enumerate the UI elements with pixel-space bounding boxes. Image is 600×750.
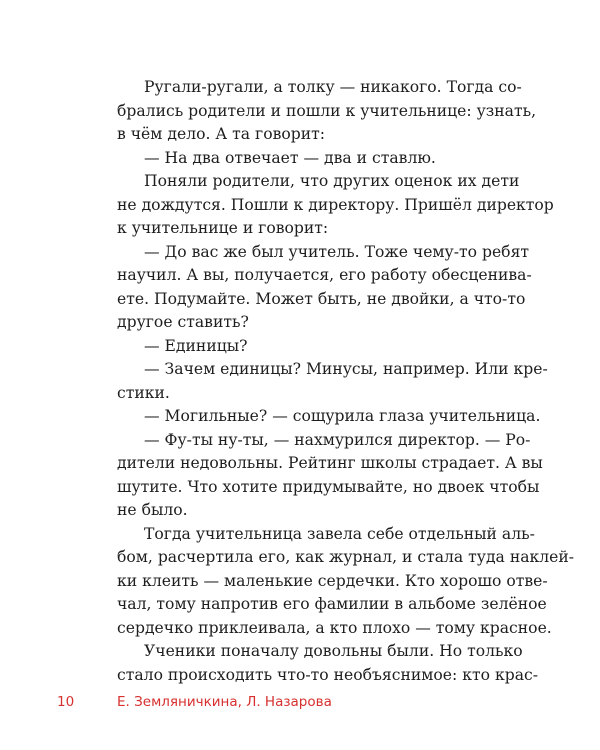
text-line: шутите. Что хотите придумывайте, но двоек чтобы	[117, 477, 540, 496]
text-line: научил. А вы, получается, его работу обесценива-	[117, 266, 532, 284]
text-line: Поняли родители, что других оценок их дети	[144, 172, 520, 190]
text-line: ете. Подумайте. Может быть, не двойки, а что-то	[117, 289, 526, 308]
author-names: Е. Земляничкина, Л. Назарова	[117, 694, 332, 710]
text-line: стики.	[117, 383, 170, 402]
text-line: бом, расчертила его, как журнал, и стала туда наклей-	[117, 548, 575, 566]
text-line: — До вас же был учитель. Тоже чему-то ребят	[144, 242, 530, 261]
page-footer	[57, 694, 332, 710]
text-line: стало происходить что-то необъяснимое: кто крас-	[117, 665, 538, 684]
text-line: другое ставить?	[117, 313, 249, 331]
body-text	[117, 76, 575, 687]
text-line: — Фу-ты ну-ты, — нахмурился директор. — Ро-	[144, 430, 531, 449]
text-line: — Единицы?	[144, 336, 248, 355]
text-line: Ученики поначалу довольны были. Но только	[144, 642, 523, 660]
text-line: не было.	[117, 501, 188, 519]
text-line: — На два отвечает — два и ставлю.	[144, 148, 436, 167]
text-line: к учительнице и говорит:	[117, 219, 329, 237]
text-line: дители недовольны. Рейтинг школы страдает. А вы	[117, 454, 543, 472]
text-line: брались родители и пошли к учительнице: узнать,	[117, 101, 537, 120]
text-line: — Могильные? — сощурила глаза учительница.	[144, 407, 541, 425]
text-line: — Зачем единицы? Минусы, например. Или кре-	[144, 360, 548, 378]
text-line: Тогда учительница завела себе отдельный аль-	[144, 524, 535, 543]
text-line: не дождутся. Пошли к директору. Пришёл директор	[117, 195, 554, 214]
text-line: ки клеить — маленькие сердечки. Кто хорошо отве-	[117, 571, 548, 590]
text-line: Ругали-ругали, а толку — никакого. Тогда со-	[144, 78, 522, 96]
page-number: 10	[57, 694, 75, 710]
text-line: в чём дело. А та говорит:	[117, 125, 326, 143]
text-line: чал, тому напротив его фамилии в альбоме зелёное	[117, 595, 547, 613]
text-line: сердечко приклеивала, а кто плохо — тому красное.	[117, 618, 552, 637]
